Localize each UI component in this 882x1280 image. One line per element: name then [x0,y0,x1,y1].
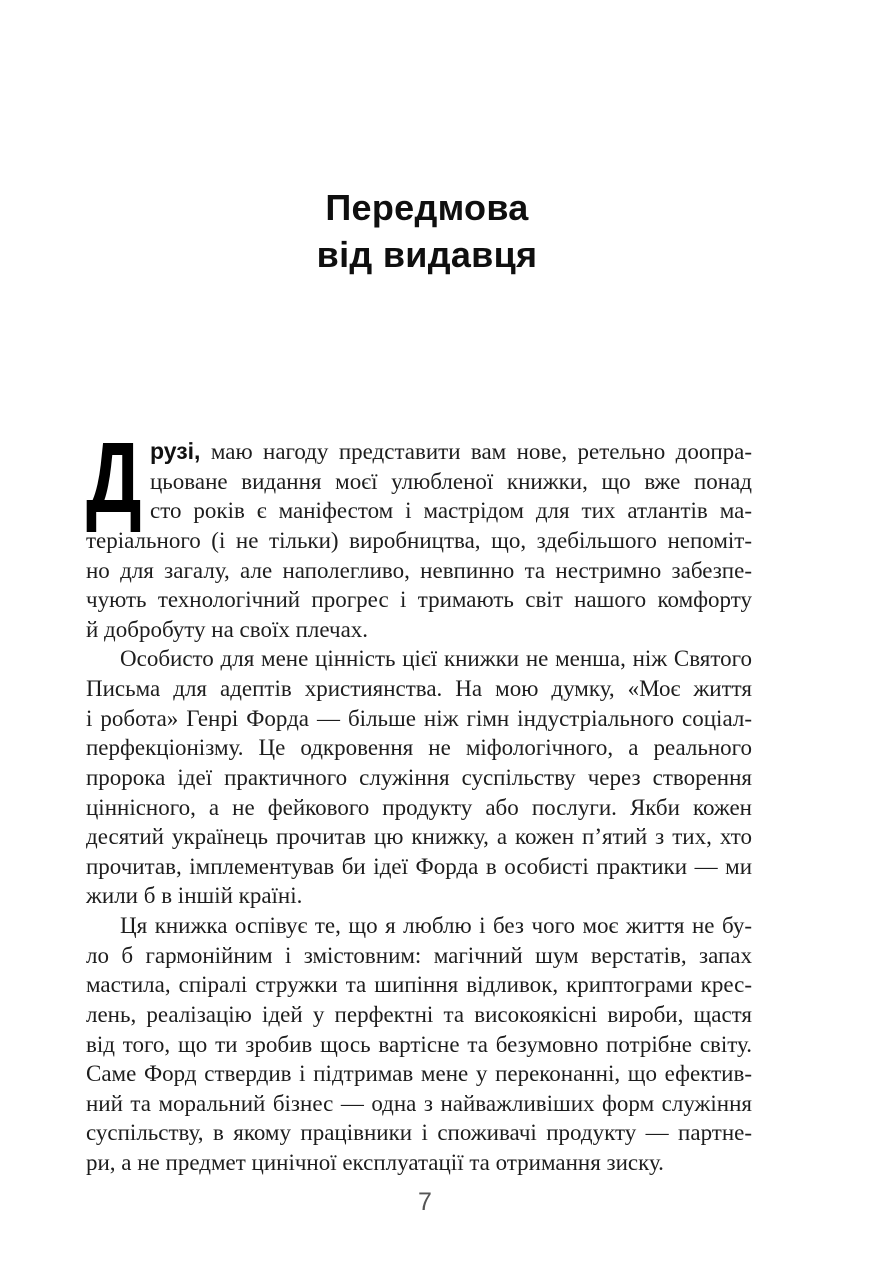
text-line: ний та моральний бізнес — одна з найважливіших форм служіння [86,1090,752,1116]
text-line: чують технологічний прогрес і тримають світ нашого комфорту [86,587,752,613]
text-line: й добробуту на своїх плечах. [86,616,369,642]
text-line: Особисто для мене цінність цієї книжки не менша, ніж Святого [120,646,752,672]
paragraph [86,911,752,1178]
chapter-title-line-2: від видавця [316,234,538,275]
text-line: мастила, спіралі стружки та шипіння відливок, криптограми крес- [86,972,752,998]
text-line: від того, що ти зробив щось вартісне та безумовно потрібне світу. [86,1031,752,1057]
text-line: теріального (і не тільки) виробництва, що, здебільшого непоміт- [86,527,752,553]
text-line: ло б гармонійним і змістовним: магічний шум верстатів, запах [86,942,752,968]
text-line: Письма для адептів християнства. На мою думку, «Моє життя [86,676,752,701]
text-line: десятий українець прочитав цю книжку, а кожен п’ятий з тих, хто [86,824,752,850]
text-line: цьоване видання моєї улюбленої книжки, що вже понад [150,468,752,494]
page-number: 7 [418,1188,432,1216]
text-line: пророка ідеї практичного служіння суспільству через створення [86,764,752,790]
text-line: но для загалу, але наполегливо, невпинно та нестримно забезпе- [86,557,752,583]
text-line: суспільству, в якому працівники і споживачі продукту — партне- [86,1120,752,1146]
text-line: ціннісного, а не фейкового продукту або послуги. Якби кожен [86,794,752,820]
chapter-title [94,184,760,278]
body-text [86,422,752,1178]
text-line: і робота» Генрі Форда — більше ніж гімн індустріального соціал- [86,705,752,731]
text-line: Саме Форд ствердив і підтримав мене у переконанні, що ефектив- [86,1061,752,1087]
paragraph [86,644,752,911]
text-line: прочитав, імплементував би ідеї Форда в особисті практики — ми [86,853,752,879]
chapter-title-line-1: Передмова [325,187,529,228]
text-line: перфекціонізму. Це одкровення не міфологічного, а реального [86,735,752,761]
text-line: ри, а не предмет цинічної експлуатації та отримання зиску. [86,1150,664,1175]
text-line: жили б в іншій країні. [86,883,303,909]
dropcap-letter: Д [86,422,142,534]
lead-word: рузі, [150,438,201,464]
text-line: лень, реалізацію ідей у перфектні та високоякісні вироби, щастя [86,1001,752,1027]
text-line: Ця книжка оспівує те, що я люблю і без чого моє життя не бу- [120,913,752,938]
paragraphs [86,422,752,1178]
text-line: сто років є маніфестом і мастрідом для тих атлантів ма- [150,498,752,524]
text-line: рузі, маю нагоду представити вам нове, ретельно доопра- [150,438,752,464]
paragraph [86,422,752,644]
